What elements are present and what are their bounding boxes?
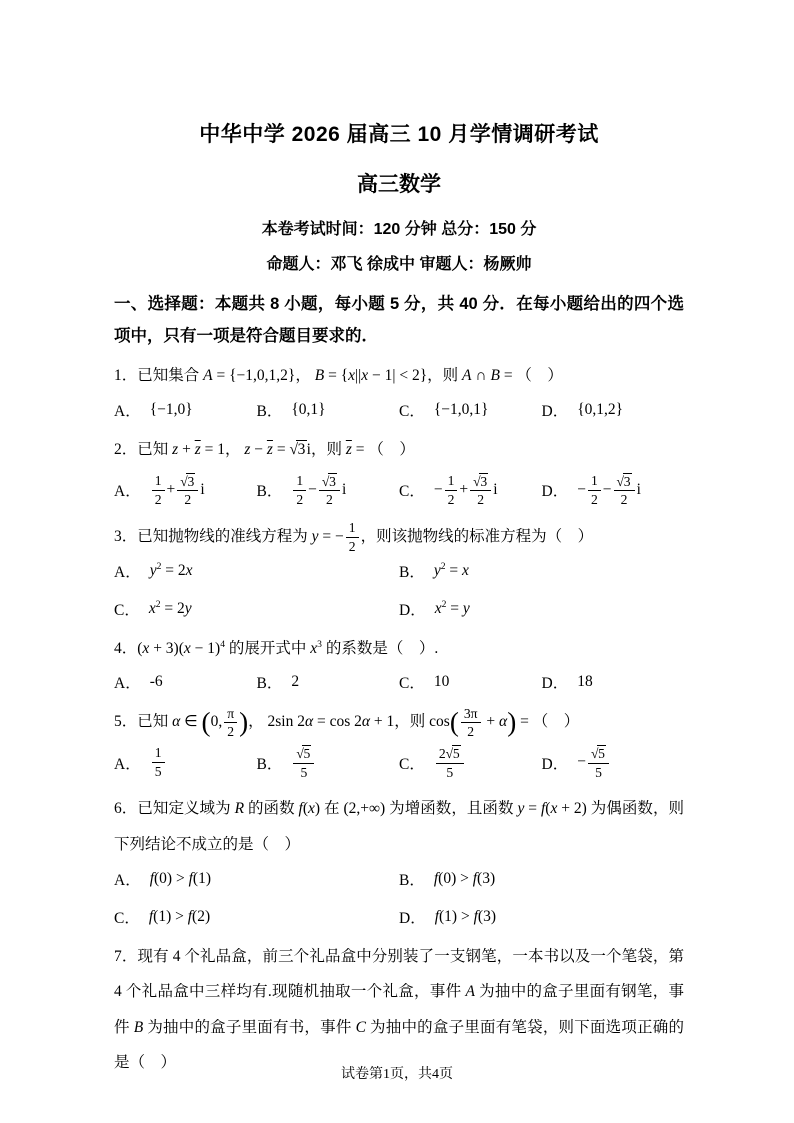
exam-authors: 命题人：邓飞 徐成中 审题人：杨厥帅	[266, 256, 532, 273]
option-value: − √ $\frac{5}{5}$	[577, 745, 611, 780]
question-6-options-row1	[114, 863, 684, 901]
option-label: A．	[114, 871, 141, 889]
question-1-option-c	[399, 399, 542, 421]
question-5-option-c	[399, 745, 542, 780]
option-label: B．	[399, 871, 425, 889]
question-4-option-d	[542, 671, 685, 693]
option-value: − $\frac{1}{2}$ − √ $\frac{3}{2}$ i	[577, 473, 641, 508]
question-1-option-d	[542, 399, 685, 421]
question-5-option-a	[114, 745, 257, 780]
question-6-option-d	[399, 906, 684, 928]
question-4-option-c	[399, 671, 542, 693]
exam-info: 本卷考试时间：120 分钟 总分：150 分	[261, 221, 537, 238]
question-1-options	[114, 394, 684, 432]
question-6-stem: 6．已知定义域为 R 的函数 f(x) 在 (2,+∞) 为增函数，且函数 y = f(x + 2) 为偶函数，则下列结论不成立的是（ ）	[114, 800, 684, 853]
option-label: B．	[256, 755, 283, 773]
option-label: A．	[114, 483, 141, 501]
option-label: C．	[399, 402, 425, 420]
option-value: 2	[291, 673, 300, 691]
question-6	[114, 791, 684, 938]
option-label: C．	[114, 909, 140, 927]
section-heading: 一、选择题：本题共 8 小题，每小题 5 分，共 40 分．在每小题给出的四个选项中，只有一项是符合题目要求的．	[114, 295, 684, 346]
option-label: A．	[114, 675, 141, 693]
question-5-option-b	[257, 745, 400, 780]
option-label: B．	[399, 563, 425, 581]
question-2-option-d	[542, 473, 685, 508]
option-value: 18	[577, 673, 593, 691]
option-label: A．	[114, 563, 141, 581]
option-value: f(1) > f(2)	[148, 907, 211, 925]
question-3-options-row1	[114, 555, 684, 593]
question-4-option-a	[114, 671, 257, 693]
option-label: D．	[399, 909, 426, 927]
question-3-option-a	[114, 560, 399, 582]
option-value: √ $\frac{5}{5}$	[291, 745, 316, 780]
question-5	[114, 704, 684, 791]
option-label: C．	[114, 601, 140, 619]
option-value: $y^2 = 2x$	[149, 560, 193, 579]
question-4	[114, 631, 684, 705]
option-label: D．	[541, 483, 569, 501]
option-value: f(1) > f(3)	[434, 907, 496, 925]
option-value: $\frac{2 √ 5}{5}$	[434, 745, 466, 780]
question-6-option-a	[114, 868, 399, 890]
option-value: f(0) > f(3)	[433, 869, 496, 887]
option-value: {0,1,2}	[577, 400, 624, 418]
option-label: B．	[256, 675, 283, 693]
option-value: 10	[433, 673, 450, 691]
option-value: $x^2 = y$	[434, 598, 470, 617]
option-label: B．	[256, 483, 283, 501]
option-label: D．	[541, 755, 569, 773]
question-2-option-c	[399, 473, 542, 508]
question-4-options	[114, 666, 684, 704]
option-value: $\frac{1}{2}$ + √ $\frac{3}{2}$ i	[150, 473, 205, 508]
option-value: {0,1}	[291, 400, 326, 418]
question-3-options-row2	[114, 593, 684, 631]
question-7	[114, 939, 684, 1082]
question-2-options	[114, 468, 684, 519]
exam-subject: 高三数学	[357, 173, 441, 196]
question-3-option-d	[399, 598, 684, 620]
question-2-stem: 2．已知 $z + \overline{z} = 1$， $z - \overline{z}$ = √ 3i，则 $\overline{z}$ = （ ）	[114, 432, 684, 468]
question-2	[114, 432, 684, 519]
option-value: $x^2 = 2y$	[148, 598, 192, 617]
option-label: B．	[256, 402, 283, 420]
question-2-option-b	[257, 473, 400, 508]
question-6-option-c	[114, 906, 399, 928]
question-3-stem: 3．已知抛物线的准线方程为 y = − $\frac{1}{2}$ ，则该抛物线的标准方程为（ ）	[114, 520, 594, 554]
question-7-stem: 7．现有 4 个礼品盒，前三个礼品盒中分别装了一支钢笔，一本书以及一个笔袋，第 4 个礼品盒中三样均有.现随机抽取一个礼盒，事件 A 为抽中的盒子里面有钢笔，事件 B 为抽中的盒子里面有书，事件 C 为抽中的盒子里面有笔袋，则下面选项正确的是（ ）	[114, 947, 684, 1072]
option-label: A．	[114, 755, 141, 773]
option-value: f(0) > f(1)	[149, 869, 211, 887]
option-value: {−1,0}	[149, 400, 193, 418]
question-1-option-a	[114, 399, 257, 421]
question-2-option-a	[114, 473, 257, 508]
page-number: 试卷第1页，共4页	[341, 1067, 453, 1082]
option-label: D．	[541, 402, 569, 420]
option-label: C．	[399, 755, 425, 773]
question-6-options-row2	[114, 901, 684, 939]
exam-title: 中华中学 2026 届高三 10 月学情调研考试	[199, 123, 599, 146]
question-3	[114, 519, 684, 631]
question-4-stem: 4．$(x + 3)(x - 1)^4$ 的展开式中 $x^3$ 的系数是（ ）.	[114, 638, 439, 657]
question-4-option-b	[257, 671, 400, 693]
option-label: A．	[114, 402, 141, 420]
question-5-stem: 5．已知 α ∈ (0, $\frac{\pi}{2}$ )， 2sin 2α = cos 2α + 1，则 cos( $\frac{3\pi}{2}$ + α) = （ ）	[114, 705, 580, 740]
question-1	[114, 358, 684, 432]
question-1-stem: 1．已知集合 A = {−1,0,1,2}， B = {x||x − 1| < 2}，则 A ∩ B = （ ）	[114, 367, 563, 385]
option-value: -6	[149, 673, 163, 691]
option-value: − $\frac{1}{2}$ + √ $\frac{3}{2}$ i	[434, 473, 498, 508]
option-label: C．	[399, 675, 425, 693]
question-6-option-b	[399, 868, 684, 890]
question-3-option-b	[399, 560, 684, 582]
question-5-option-d	[542, 745, 685, 780]
option-value: $\frac{1}{2}$ − √ $\frac{3}{2}$ i	[291, 473, 346, 508]
option-label: D．	[541, 675, 569, 693]
question-5-options	[114, 740, 684, 791]
option-label: C．	[399, 483, 425, 501]
question-1-option-b	[257, 399, 400, 421]
question-3-option-c	[114, 598, 399, 620]
option-value: $y^2 = x$	[433, 560, 469, 579]
option-label: D．	[399, 601, 426, 619]
option-value: {−1,0,1}	[433, 400, 489, 418]
option-value: $\frac{1}{5}$	[150, 745, 167, 779]
